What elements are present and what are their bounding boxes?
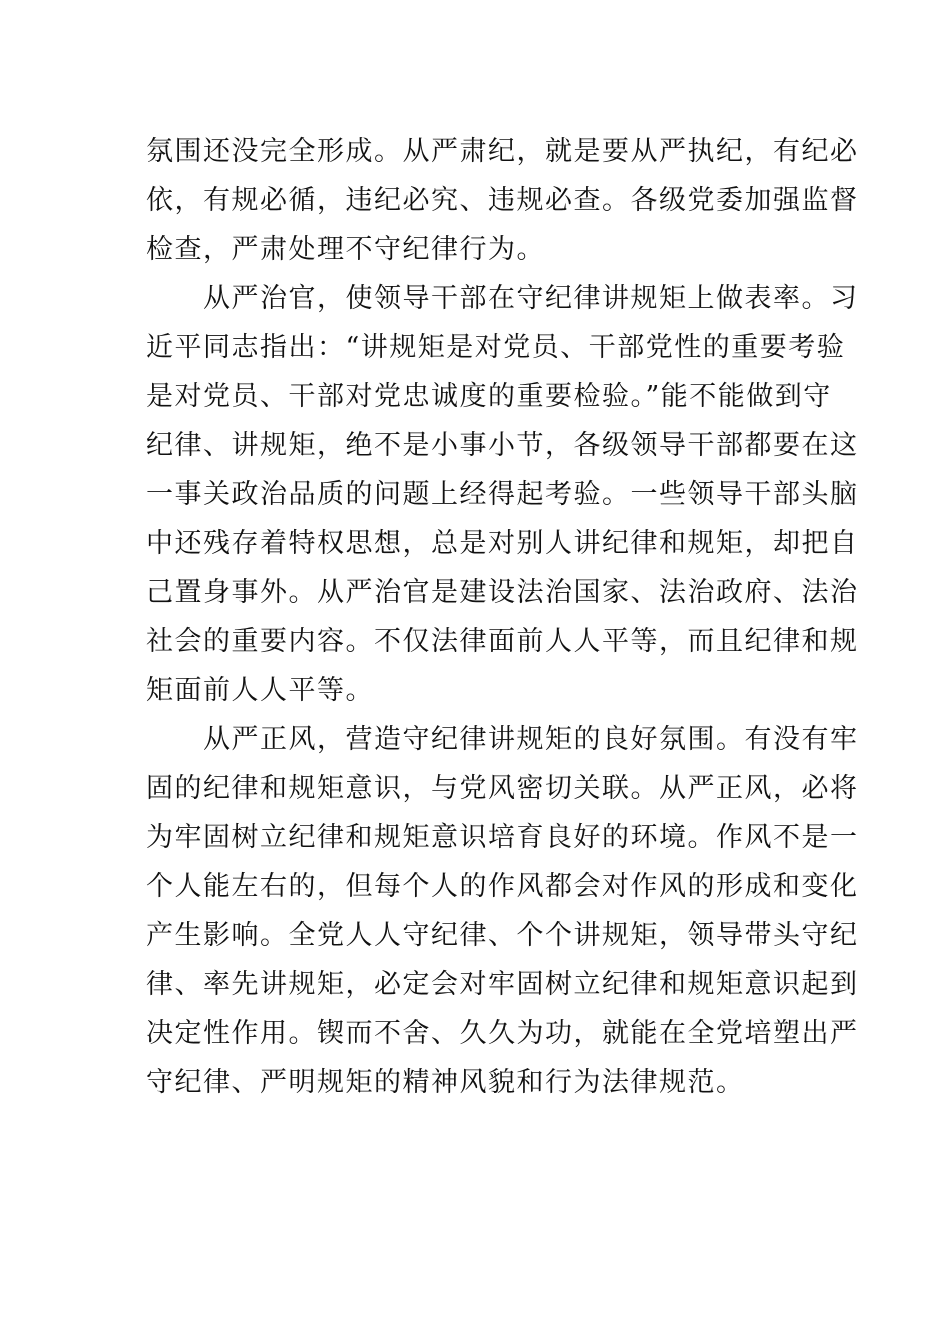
text-line: 为牢固树立纪律和规矩意识培育良好的环境。作风不是一: [146, 822, 859, 853]
text-line: 中还残存着特权思想，总是对别人讲纪律和规矩，却把自: [146, 528, 859, 559]
text-line: 己置身事外。从严治官是建设法治国家、法治政府、法治: [146, 577, 859, 608]
paragraph-2: [146, 274, 859, 715]
text-line: 守纪律、严明规矩的精神风貌和行为法律规范。: [146, 1067, 745, 1098]
text-line: 纪律、讲规矩，绝不是小事小节，各级领导干部都要在这: [146, 430, 859, 461]
text-line: 律、率先讲规矩，必定会对牢固树立纪律和规矩意识起到: [146, 969, 859, 1000]
text-line: 个人能左右的，但每个人的作风都会对作风的形成和变化: [146, 871, 859, 902]
paragraph-3: [146, 715, 859, 1107]
text-line: 依，有规必循，违纪必究、违规必查。各级党委加强监督: [146, 185, 859, 216]
text-line: 产生影响。全党人人守纪律、个个讲规矩，领导带头守纪: [146, 920, 859, 951]
text-line: 决定性作用。锲而不舍、久久为功，就能在全党培塑出严: [146, 1018, 859, 1049]
text-line: 氛围还没完全形成。从严肃纪，就是要从严执纪，有纪必: [146, 136, 859, 167]
text-line: 固的纪律和规矩意识，与党风密切关联。从严正风，必将: [146, 773, 859, 804]
text-line: 从严治官，使领导干部在守纪律讲规矩上做表率。习: [203, 283, 859, 314]
text-line: 从严正风，营造守纪律讲规矩的良好氛围。有没有牢: [203, 724, 859, 755]
text-line: 矩面前人人平等。: [146, 675, 374, 706]
text-line: 近平同志指出：“讲规矩是对党员、干部党性的重要考验: [146, 332, 846, 363]
text-line: 一事关政治品质的问题上经得起考验。一些领导干部头脑: [146, 479, 859, 510]
text-line: 社会的重要内容。不仅法律面前人人平等，而且纪律和规: [146, 626, 859, 657]
text-line: 检查，严肃处理不守纪律行为。: [146, 234, 545, 265]
paragraph-1: [146, 127, 859, 274]
text-line: 是对党员、干部对党忠诚度的重要检验。”能不能做到守: [146, 381, 832, 412]
document-body: [146, 127, 859, 1107]
